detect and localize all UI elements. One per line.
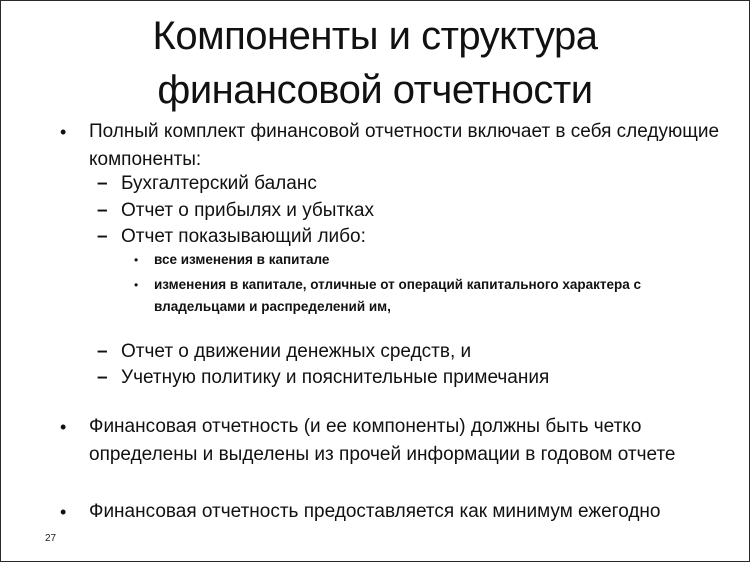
sub-item-text: Учетную политику и пояснительные примечания [121, 367, 550, 388]
sub-sub-item-text: все изменения в капитале [154, 252, 330, 267]
sub-item-equity-statement [97, 223, 721, 251]
bullet-icon: • [134, 253, 139, 267]
bullet-icon: • [60, 502, 67, 522]
page-number: 27 [45, 533, 57, 544]
bullet-text: Финансовая отчетность предоставляется как минимум ежегодно [89, 501, 661, 522]
slide-title [1, 9, 749, 117]
dash-icon: – [97, 226, 108, 247]
bullet-text: Финансовая отчетность (и ее компоненты) должны быть четко определены и выделены из прочей информации в годовом отчете [89, 416, 676, 465]
sub-item-balance-sheet [97, 170, 721, 198]
dash-icon: – [97, 367, 108, 388]
sub-item-text: Отчет о прибылях и убытках [121, 200, 374, 221]
sub-item-accounting-policy [97, 364, 721, 392]
dash-icon: – [97, 341, 108, 362]
sub-sub-item-other-changes [134, 274, 714, 318]
title-line-2: финансовой отчетности [157, 68, 593, 112]
bullet-item-2 [60, 413, 729, 469]
bullet-icon: • [60, 122, 67, 142]
bullet-icon: • [60, 417, 67, 437]
bullet-icon: • [134, 278, 139, 292]
dash-icon: – [97, 173, 108, 194]
sub-item-text: Бухгалтерский баланс [121, 173, 317, 194]
sub-item-income-statement [97, 197, 721, 225]
bullet-item-3 [60, 498, 729, 526]
bullet-item-1 [60, 118, 729, 174]
sub-sub-item-text: изменения в капитале, отличные от операций капитального характера с владельцами и распределений им, [154, 277, 642, 314]
bullet-text: Полный комплект финансовой отчетности включает в себя следующие компоненты: [89, 121, 720, 170]
sub-item-cash-flow [97, 338, 721, 366]
dash-icon: – [97, 200, 108, 221]
sub-item-text: Отчет показывающий либо: [121, 226, 366, 247]
sub-sub-item-all-changes [134, 249, 714, 271]
title-line-1: Компоненты и структура [152, 14, 598, 58]
sub-item-text: Отчет о движении денежных средств, и [121, 341, 472, 362]
